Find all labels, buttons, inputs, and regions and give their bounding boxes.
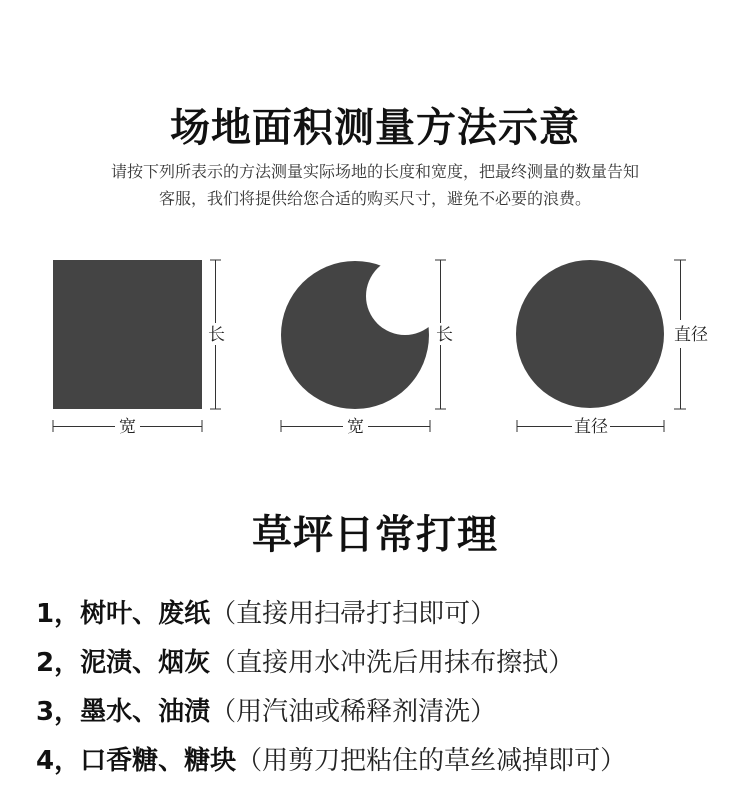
circle-width-label: 直径	[574, 417, 608, 437]
square-height-label: 长	[208, 325, 225, 345]
notched-width-label: 宽	[347, 417, 364, 437]
care-item-separator: ，	[54, 599, 81, 629]
intro-text	[0, 158, 750, 212]
circle-height-label: 直径	[674, 325, 708, 345]
square-shape	[53, 260, 202, 409]
notched-height-label: 长	[436, 325, 453, 345]
care-item-stain: 口香糖、糖块	[80, 746, 237, 776]
circle-shape	[516, 260, 664, 408]
measurement-diagram	[0, 240, 750, 450]
care-section-title: 草坪日常打理	[252, 512, 498, 558]
care-item-number: 3	[36, 697, 55, 727]
notched-circle-diagram	[281, 260, 453, 437]
care-item-separator: ，	[54, 746, 81, 776]
intro-line-2: 客服，我们将提供给您合适的购买尺寸，避免不必要的浪费。	[158, 189, 591, 208]
care-item-2	[36, 639, 736, 688]
care-item-method: （用汽油或稀释剂清洗）	[210, 697, 497, 727]
care-item-stain: 树叶、废纸	[80, 599, 211, 629]
page-title: 场地面积测量方法示意	[170, 105, 580, 151]
care-item-method: （用剪刀把粘住的草丝减掉即可）	[236, 746, 627, 776]
care-item-method: （直接用水冲洗后用抹布擦拭）	[210, 648, 575, 678]
care-item-stain: 墨水、油渍	[80, 697, 211, 727]
care-item-1	[36, 590, 736, 639]
square-width-label: 宽	[119, 417, 136, 437]
intro-line-1: 请按下列所表示的方法测量实际场地的长度和宽度，把最终测量的数量告知	[110, 162, 639, 181]
square-diagram	[53, 260, 225, 437]
care-list	[36, 590, 736, 786]
care-item-separator: ，	[54, 648, 81, 678]
circle-diagram	[516, 260, 708, 437]
care-item-3	[36, 688, 736, 737]
care-item-number: 1	[36, 599, 55, 629]
care-item-number: 4	[36, 746, 55, 776]
care-item-method: （直接用扫帚打扫即可）	[210, 599, 497, 629]
care-item-stain: 泥渍、烟灰	[80, 648, 211, 678]
care-item-number: 2	[36, 648, 55, 678]
care-item-4	[36, 737, 736, 786]
notched-circle-shape	[281, 261, 429, 409]
care-item-separator: ，	[54, 697, 81, 727]
